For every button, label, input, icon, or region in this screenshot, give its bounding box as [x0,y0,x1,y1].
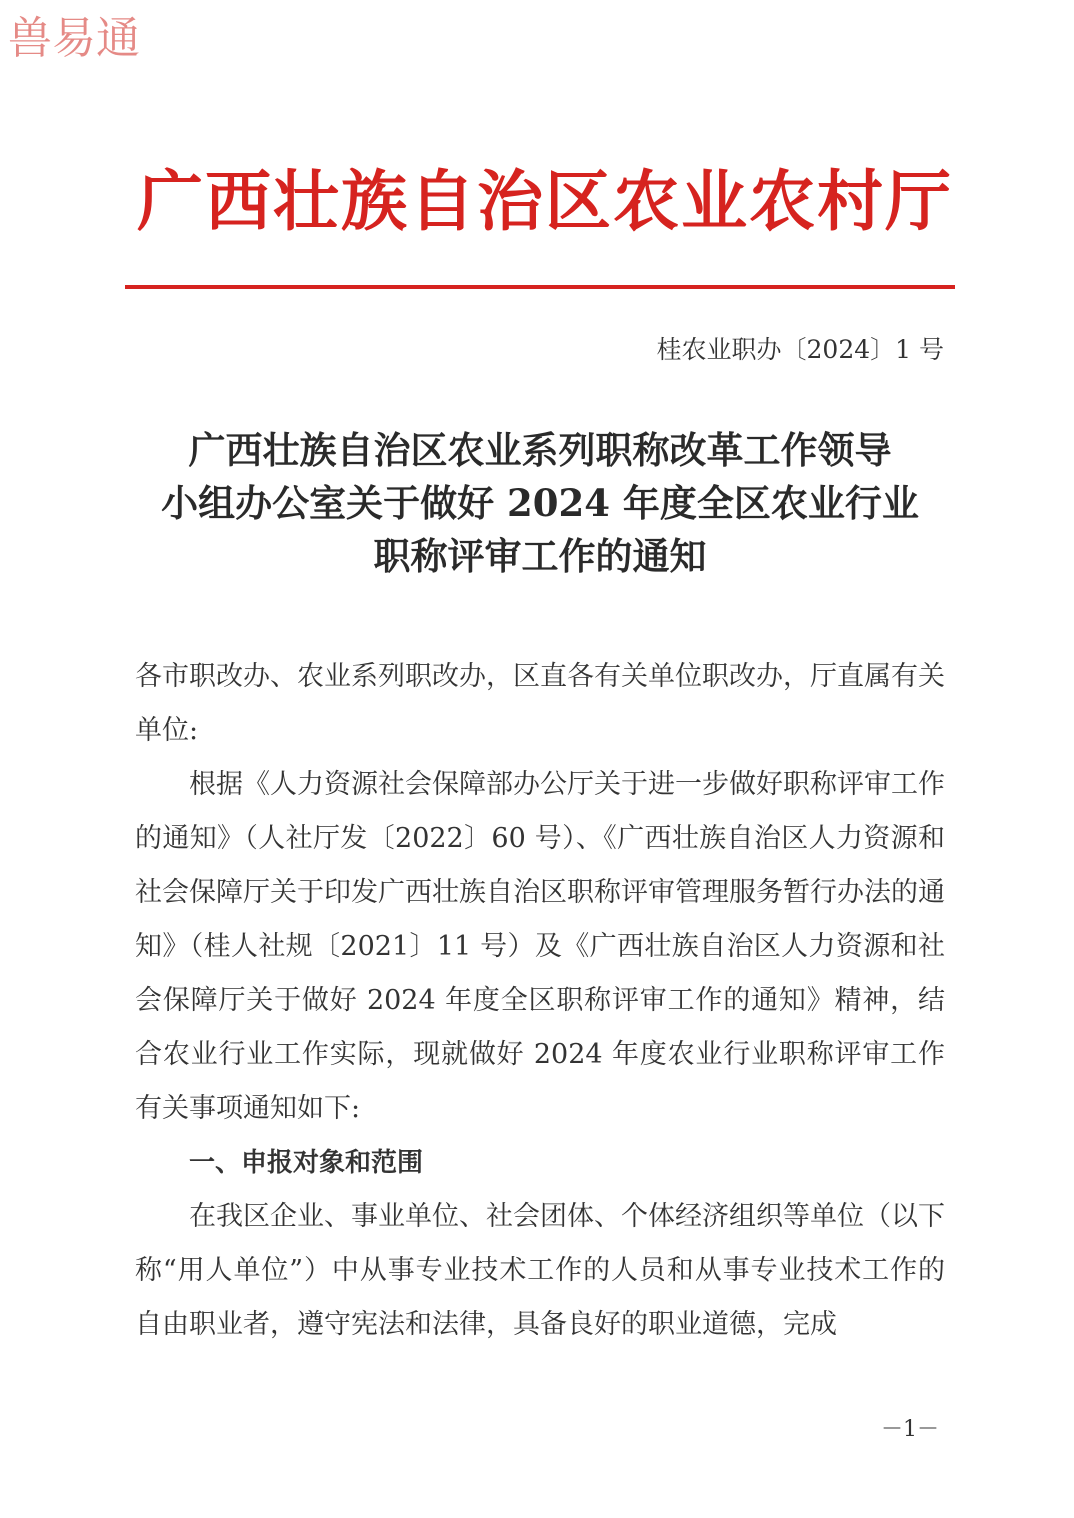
title-line-1: 广西壮族自治区农业系列职称改革工作领导 [188,428,892,472]
page-number: －1－ [881,1417,939,1442]
organization-header: 广西壮族自治区农业农村厅 [137,162,953,240]
document-body [135,650,945,1352]
watermark: 兽易通 [8,13,140,64]
red-divider-line [125,285,955,289]
section-heading-1: 一、申报对象和范围 [189,1148,424,1178]
document-number: 桂农业职办〔2024〕1 号 [656,335,944,364]
title-line-3: 职称评审工作的通知 [373,534,707,578]
paragraph-1: 根据《人力资源社会保障部办公厅关于进一步做好职称评审工作的通知》（人社厅发〔2022〕60 号）、《广西壮族自治区人力资源和社会保障厅关于印发广西壮族自治区职称评审管理服务暂行办法的通知》（桂人社规〔2021〕11 号）及《广西壮族自治区人力资源和社会保障厅关于做好 2024 年度全区职称评审工作的通知》精神，结合农业行业工作实际，现就做好 2024 年度农业行业职称评审工作有关事项通知如下: [135,769,945,1124]
paragraph-2: 在我区企业、事业单位、社会团体、个体经济组织等单位（以下称“用人单位”）中从事专业技术工作的人员和从事专业技术工作的自由职业者，遵守宪法和法律，具备良好的职业道德，完成 [135,1201,945,1340]
title-line-2: 小组办公室关于做好 2024 年度全区农业行业 [161,481,919,525]
document-title [140,424,940,583]
salutation: 各市职改办、农业系列职改办，区直各有关单位职改办，厅直属有关单位: [135,661,945,746]
